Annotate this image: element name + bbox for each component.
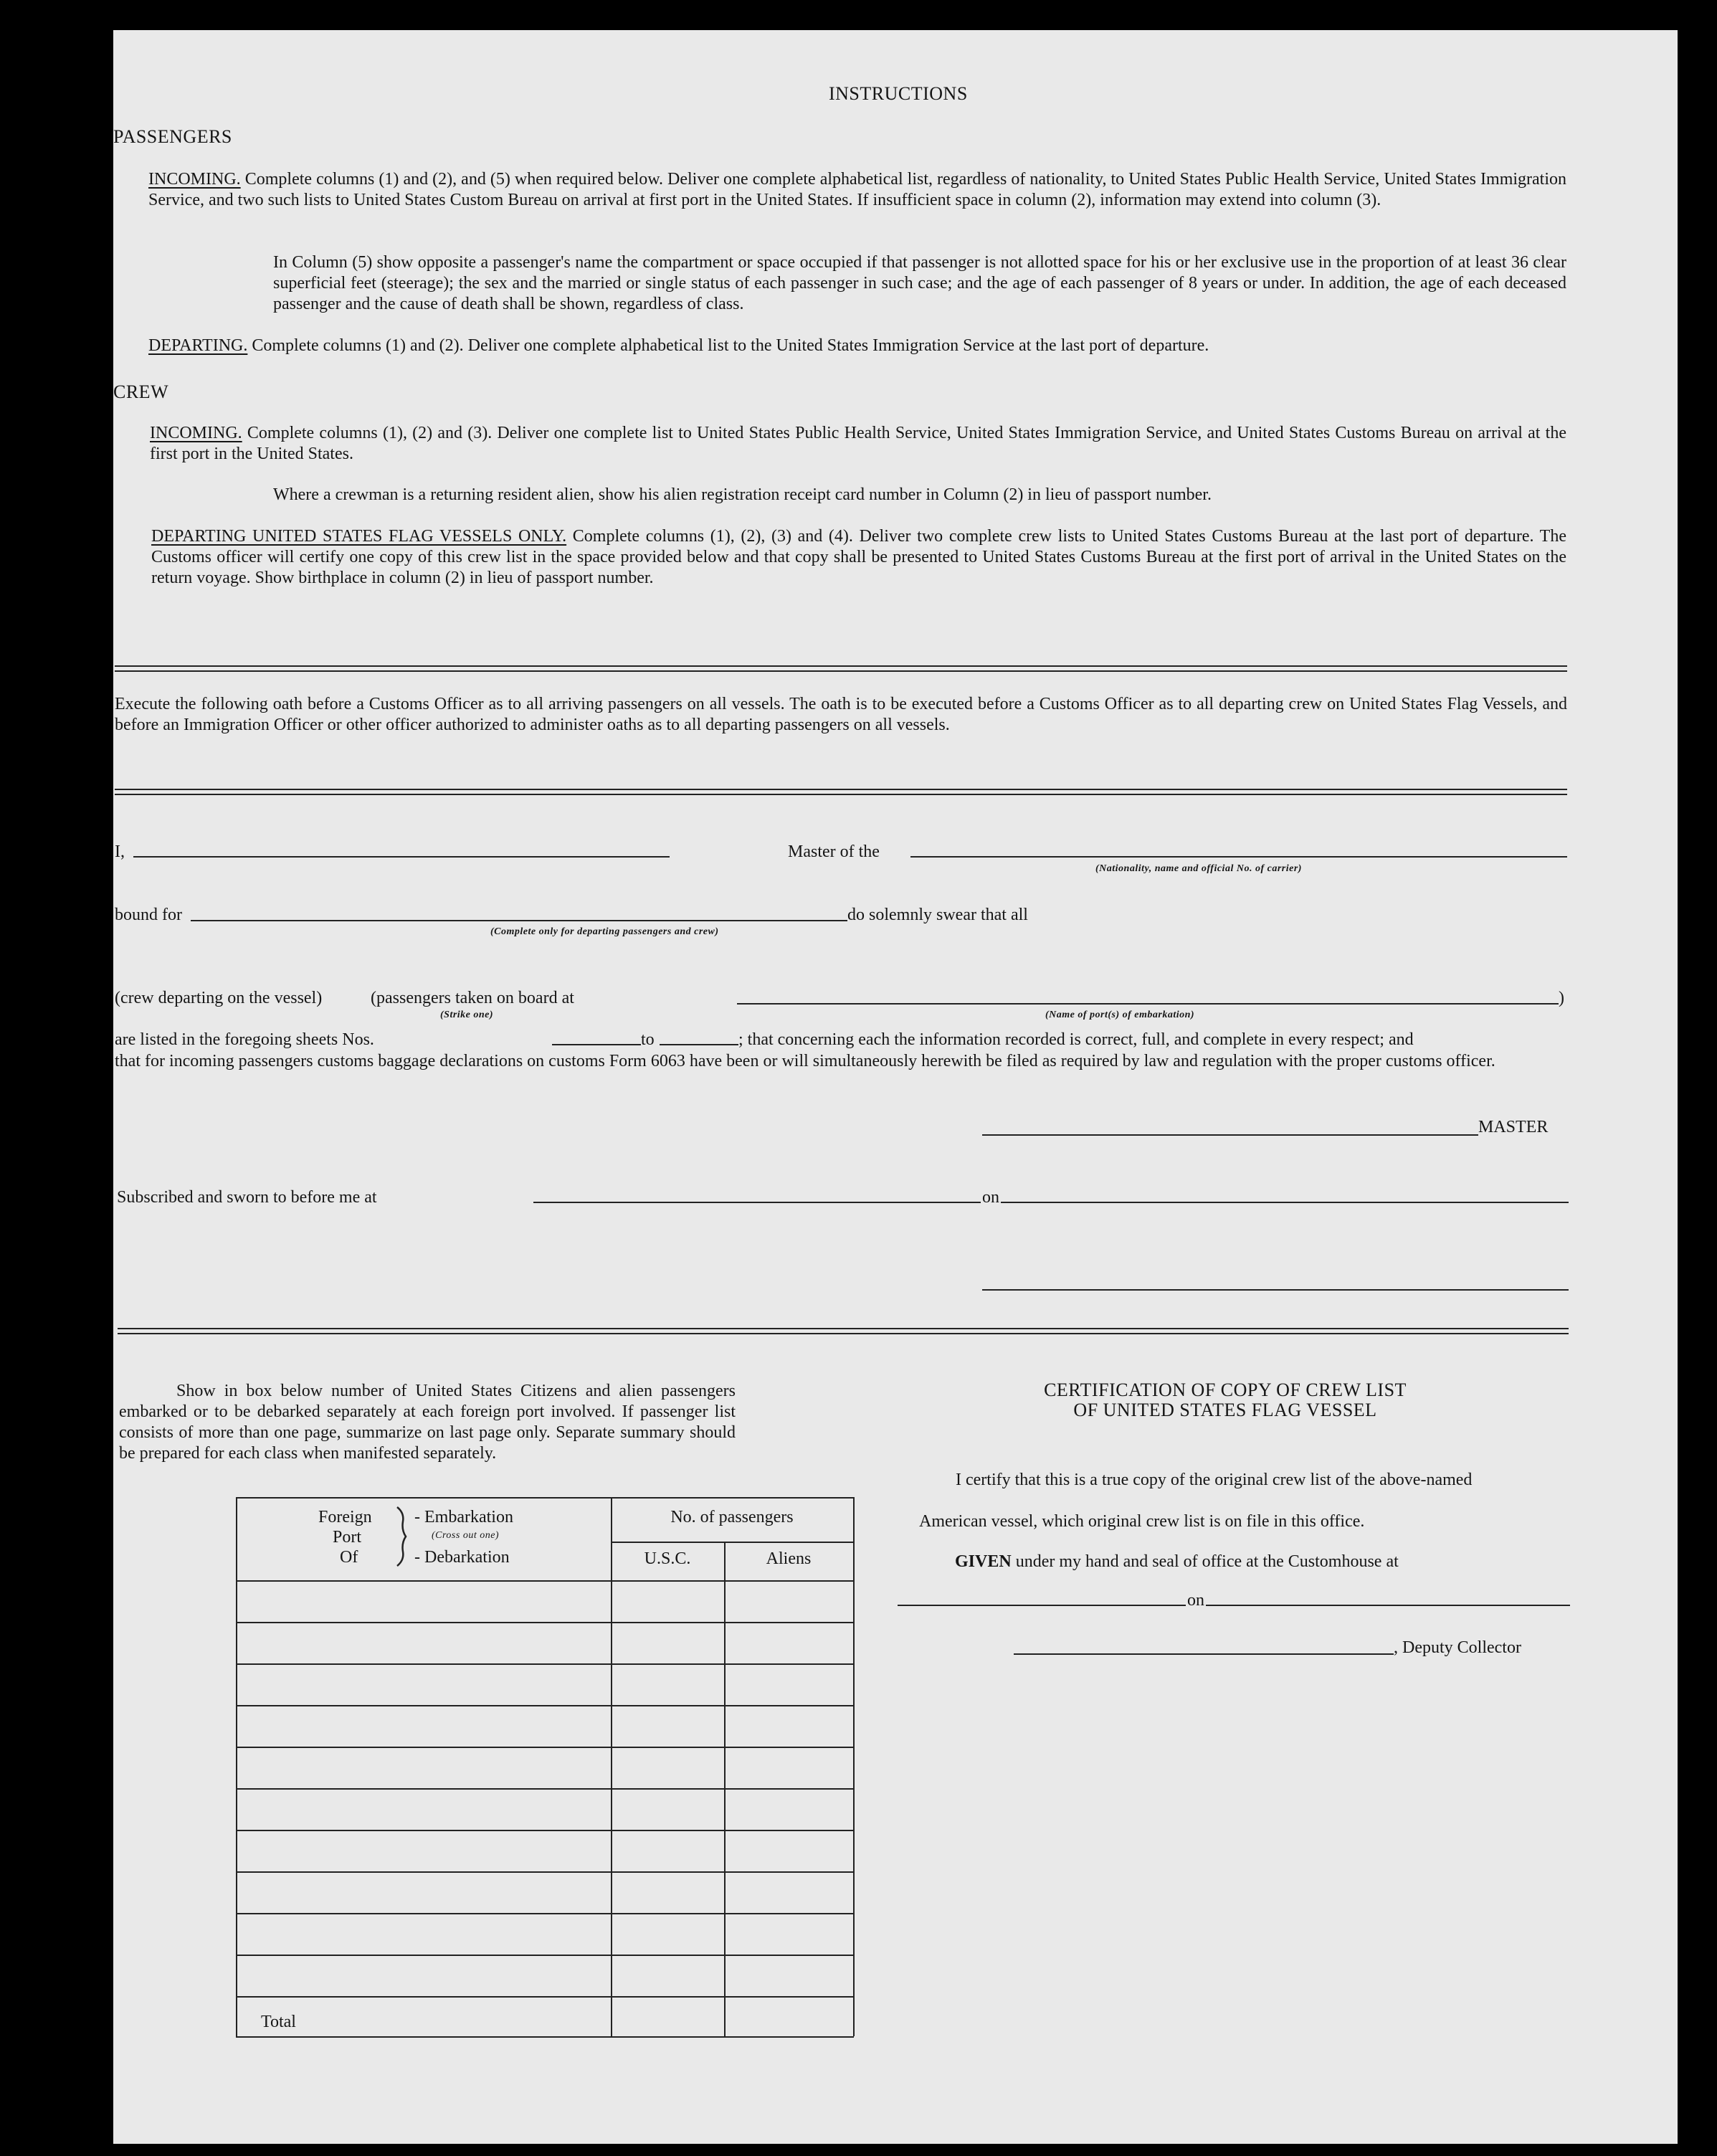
cert-on-label: on [1187, 1591, 1204, 1610]
crew-incoming-paragraph [150, 423, 1566, 465]
crew-resident-paragraph: Where a crewman is a returning resident alien, show his alien registration receipt card number in Column (2) in lieu of passport number. [273, 485, 1212, 504]
sworn-place-field[interactable] [533, 1202, 981, 1203]
crew-departing-paragraph [151, 526, 1566, 589]
usc-header: U.S.C. [644, 1549, 691, 1568]
master-label: MASTER [1478, 1118, 1549, 1136]
given-label [955, 1552, 1399, 1572]
bound-for-field[interactable] [191, 920, 847, 921]
cross-out-caption: (Cross out one) [432, 1530, 500, 1541]
to-label: to [641, 1030, 655, 1049]
master-signature-field[interactable] [982, 1134, 1478, 1136]
bound-for-label: bound for [115, 906, 182, 924]
deputy-signature-field[interactable] [1014, 1653, 1394, 1655]
customhouse-field[interactable] [898, 1605, 1186, 1606]
master-of-label: Master of the [788, 842, 880, 861]
foreign-label: Foreign [318, 1508, 372, 1526]
carrier-caption: (Nationality, name and official No. of carrier) [1095, 863, 1302, 874]
listed-suffix: ; that concerning each the information recorded is correct, full, and complete in every respect; and [738, 1030, 1414, 1049]
port-caption: (Name of port(s) of embarkation) [1045, 1010, 1195, 1020]
sheet-to-field[interactable] [660, 1044, 738, 1045]
certification-title-line1: CERTIFICATION OF COPY OF CREW LIST [1044, 1379, 1407, 1400]
passengers-incoming-label: INCOMING. [148, 170, 241, 189]
master-name-field[interactable] [133, 856, 670, 858]
oath-i-label: I, [115, 842, 125, 861]
crew-departing-option: (crew departing on the vessel) [115, 989, 323, 1007]
divider [115, 665, 1567, 672]
passengers-column5-paragraph: In Column (5) show opposite a passenger's name the compartment or space occupied if that passenger is not allotted space for his or her exclusive use in the proportion of at least 36 clear superficial feet (steerage); the sex and the married or single status of each passenger in such case; and the age of each passenger of 8 years or under. In addition, the age of each deceased passenger and the cause of death shall be shown, regardless of class. [273, 253, 1566, 313]
passengers-incoming-text: Complete columns (1) and (2), and (5) when required below. Deliver one complete alphabetical list, regardless of nationality, to United States Public Health Service, United States Immigration Service, and two such lists to United States Custom Bureau on arrival at first port in the United States. If insufficient space in column (2), information may extend into column (3). [148, 170, 1567, 209]
deputy-collector-label: , Deputy Collector [1394, 1638, 1521, 1657]
passengers-departing-text: Complete columns (1) and (2). Deliver one complete alphabetical list to the United States Immigration Service at the last port of departure. [252, 336, 1209, 355]
embarkation-port-field[interactable] [737, 1003, 1559, 1005]
listed-rest: that for incoming passengers customs baggage declarations on customs Form 6063 have been or will simultaneously herewith be filed as required by law and regulation with the proper customs officer. [115, 1052, 1495, 1070]
passengers-departing-paragraph [148, 336, 1566, 356]
no-passengers-header: No. of passengers [670, 1508, 794, 1526]
form-sheet [113, 30, 1678, 2144]
debarkation-label: - Debarkation [414, 1548, 510, 1567]
crew-departing-text: Complete columns (1), (2), (3) and (4). Deliver two complete crew lists to United States Customs Bureau at the last port of departure. The Customs officer will certify one copy of this crew list in the space provided below and that copy shall be presented to United States Customs Bureau at the first port of arrival in the United States on the return voyage. Show birthplace in column (2) in lieu of passport number. [151, 527, 1566, 587]
crew-heading: CREW [113, 381, 169, 402]
certification-title-line2: OF UNITED STATES FLAG VESSEL [1073, 1400, 1377, 1420]
passengers-incoming-paragraph [148, 169, 1566, 211]
brace-icon [394, 1506, 409, 1567]
sworn-date-field[interactable] [1001, 1202, 1569, 1203]
swear-label: do solemnly swear that all [847, 906, 1028, 924]
listed-prefix: are listed in the foregoing sheets Nos. [115, 1030, 374, 1049]
given-text: under my hand and seal of office at the Customhouse at [1015, 1552, 1399, 1571]
total-label: Total [261, 2013, 296, 2031]
carrier-field[interactable] [910, 856, 1567, 858]
crew-incoming-label: INCOMING. [150, 424, 242, 442]
close-paren: ) [1559, 989, 1564, 1007]
sworn-on-label: on [982, 1188, 999, 1207]
strike-caption: (Strike one) [440, 1010, 494, 1020]
given-word: GIVEN [955, 1552, 1012, 1571]
certify-line2: American vessel, which original crew list is on file in this office. [919, 1512, 1365, 1531]
divider [118, 1328, 1569, 1334]
port-label: Port [333, 1528, 362, 1547]
embarkation-label: - Embarkation [414, 1508, 513, 1526]
of-label: Of [340, 1548, 358, 1567]
divider [115, 789, 1567, 795]
aliens-header: Aliens [766, 1549, 812, 1568]
sheet-from-field[interactable] [552, 1044, 641, 1045]
passengers-taken-option: (passengers taken on board at [371, 989, 574, 1007]
summary-instructions: Show in box below number of United States Citizens and alien passengers embarked or to be debarked separately at each foreign port involved. If passenger list consists of more than one page, summarize on last page only. Separate summary should be prepared for each class when manifested separately. [119, 1382, 736, 1463]
oath-intro: Execute the following oath before a Customs Officer as to all arriving passengers on all vessels. The oath is to be executed before a Customs Officer as to all departing crew on United States Flag Vessels, and before an Immigration Officer or other officer authorized to administer oaths as to all departing passengers on all vessels. [115, 695, 1567, 734]
crew-incoming-text: Complete columns (1), (2) and (3). Deliver one complete list to United States Public Health Service, United States Immigration Service, and United States Customs Bureau on arrival at the first port in the United States. [150, 424, 1567, 463]
officer-signature-field[interactable] [982, 1289, 1569, 1291]
certify-line1: I certify that this is a true copy of the original crew list of the above-named [956, 1471, 1473, 1489]
subscribed-label: Subscribed and sworn to before me at [117, 1188, 377, 1207]
passengers-heading: PASSENGERS [113, 126, 232, 147]
page-title: INSTRUCTIONS [829, 83, 968, 104]
passengers-departing-label: DEPARTING. [148, 336, 248, 355]
crew-departing-label: DEPARTING UNITED STATES FLAG VESSELS ONLY. [151, 527, 567, 546]
cert-date-field[interactable] [1206, 1605, 1570, 1606]
bound-caption: (Complete only for departing passengers and crew) [490, 926, 719, 937]
